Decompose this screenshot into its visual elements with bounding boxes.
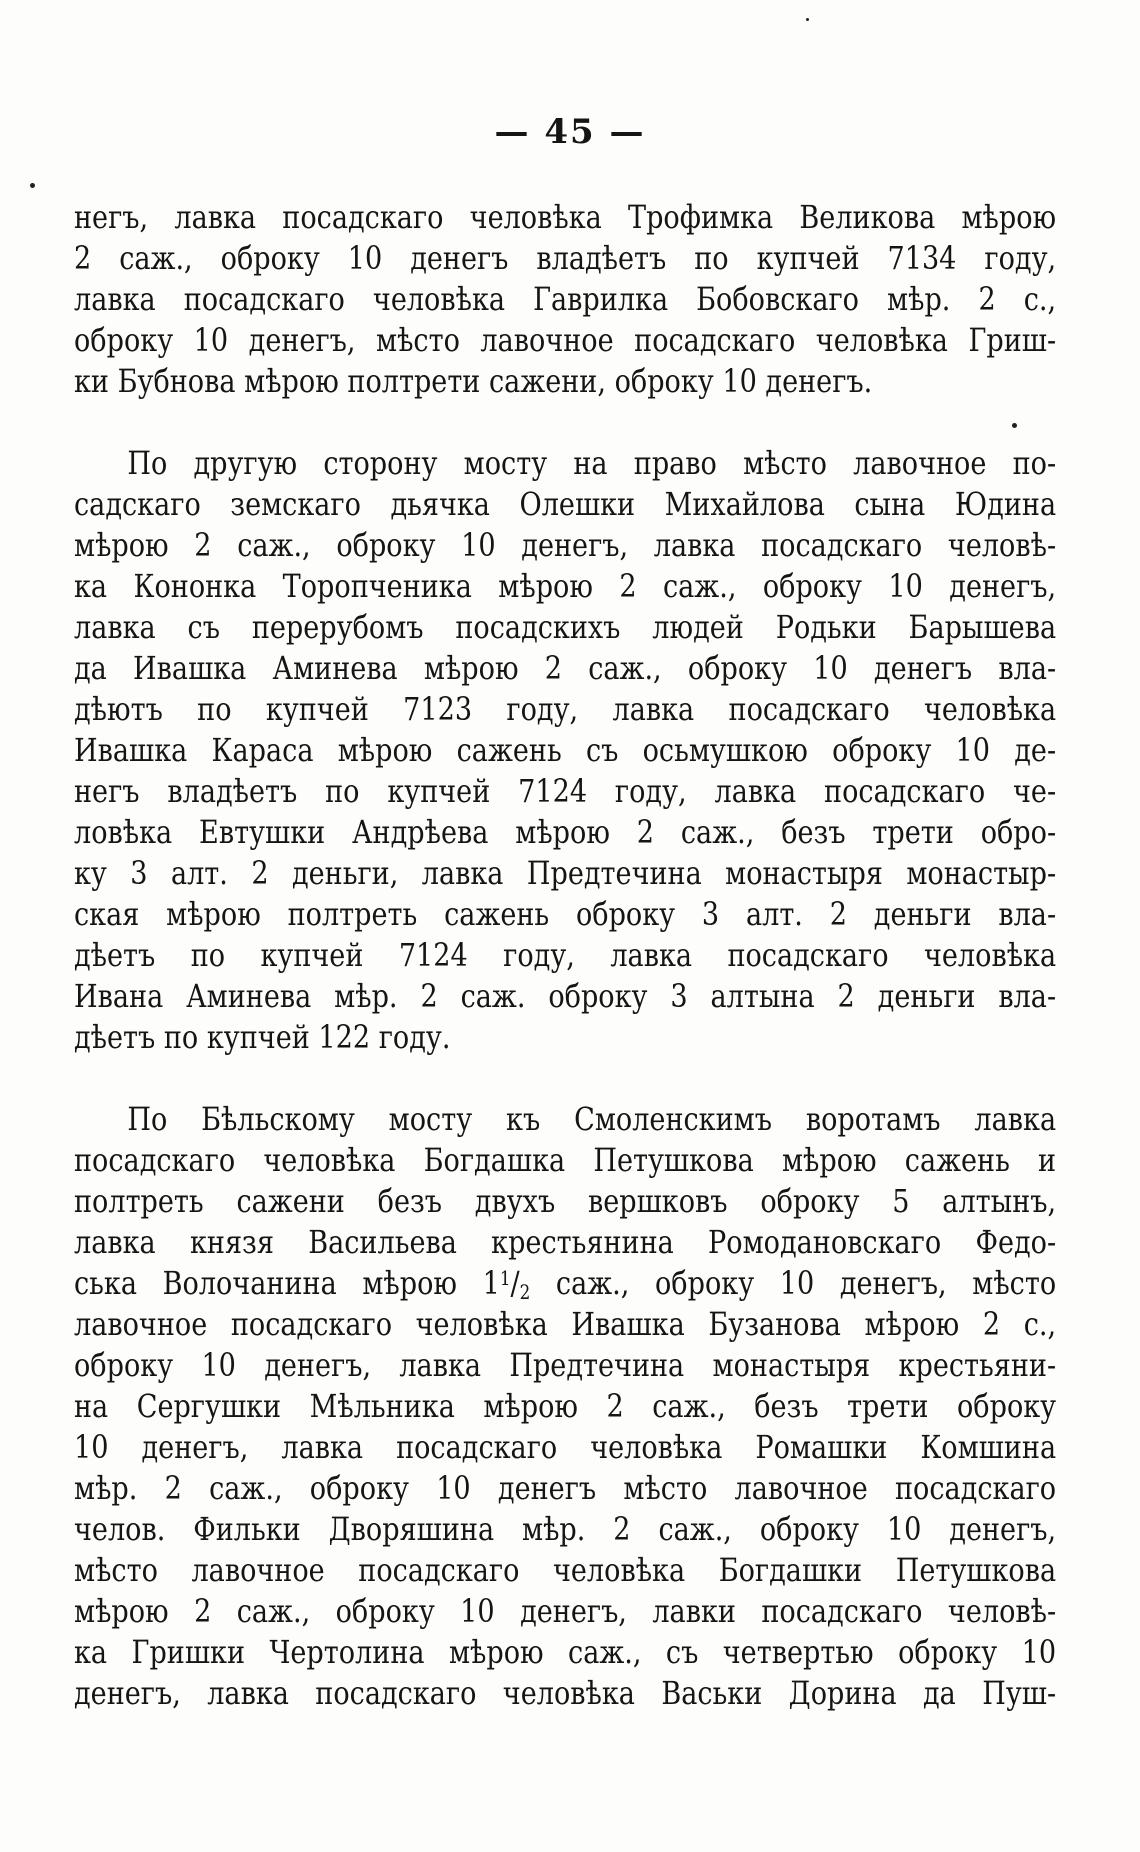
text-line: челов. Фильки Дворяшина мѣр. 2 саж., оброку 10 денегъ,: [74, 1512, 1057, 1548]
text-line: дѣетъ по купчей 122 году.: [74, 1020, 451, 1056]
scan-speck: [30, 183, 35, 188]
text-line: лавка съ перерубомъ посадскихъ людей Родьки Барышева: [74, 610, 1057, 646]
text-line: денегъ, лавка посадскаго человѣка Васьки Дорина да Пуш-: [74, 1676, 1057, 1712]
text-line: садскаго земскаго дьячка Олешки Михайлова сына Юдина: [74, 487, 1057, 523]
text-segment: ська Волочанина мѣрою: [74, 1266, 457, 1302]
text-line: дѣетъ по купчей 7124 году, лавка посадскаго человѣка: [74, 938, 1057, 974]
text-line: посадскаго человѣка Богдашка Петушкова мѣрою сажень и: [74, 1143, 1057, 1179]
text-line-with-fraction: ська Волочанина мѣрою $1^1/_2$ саж., оброку 10 денегъ, мѣсто: [74, 1266, 1057, 1304]
text-line: Ивана Аминева мѣр. 2 саж. оброку 3 алтына 2 деньги вла-: [74, 979, 1057, 1015]
text-line: лавка князя Васильева крестьянина Ромодановскаго Федо-: [74, 1225, 1057, 1261]
text-line: 10 денегъ, лавка посадскаго человѣка Ромашки Комшина: [74, 1430, 1057, 1466]
text-line: оброку 10 денегъ, мѣсто лавочное посадскаго человѣка Гриш-: [74, 323, 1057, 359]
whole-number: 1: [482, 1266, 500, 1302]
text-line: мѣрою 2 саж., оброку 10 денегъ, лавка посадскаго человѣ-: [74, 528, 1057, 564]
fraction-numerator: 1: [499, 1267, 511, 1291]
fraction-denominator: 2: [519, 1280, 531, 1304]
text-line: мѣрою 2 саж., оброку 10 денегъ, лавки посадскаго человѣ-: [74, 1594, 1057, 1630]
text-line: По другую сторону мосту на право мѣсто лавочное по-: [127, 446, 1057, 482]
text-line: полтреть сажени безъ двухъ вершковъ оброку 5 алтынъ,: [74, 1184, 1057, 1220]
text-line: на Сергушки Мѣльника мѣрою 2 саж., безъ трети оброку: [74, 1389, 1057, 1425]
body-text: [74, 198, 1056, 1715]
text-line: ская мѣрою полтреть сажень оброку 3 алт. 2 деньги вла-: [74, 897, 1057, 933]
text-line: Ивашка Караса мѣрою сажень съ осьмушкою оброку 10 де-: [74, 733, 1057, 769]
text-line: ка Гришки Чертолина мѣрою саж., съ четвертью оброку 10: [74, 1635, 1057, 1671]
text-line: негъ владѣетъ по купчей 7124 году, лавка посадскаго че-: [74, 774, 1057, 810]
text-line: По Бѣльскому мосту къ Смоленскимъ воротамъ лавка: [127, 1102, 1057, 1138]
text-line: ка Кононка Торопченика мѣрою 2 саж., оброку 10 денегъ,: [74, 569, 1057, 605]
text-line: дѣютъ по купчей 7123 году, лавка посадскаго человѣка: [74, 692, 1057, 728]
text-line: мѣсто лавочное посадскаго человѣка Богдашки Петушкова: [74, 1553, 1057, 1589]
page-number: — 45 —: [494, 112, 646, 152]
paragraph-gap: [74, 403, 1056, 444]
paragraph-gap: [74, 1059, 1056, 1100]
scan-speck: [806, 18, 809, 21]
text-line: лавочное посадскаго человѣка Ивашка Бузанова мѣрою 2 с.,: [74, 1307, 1057, 1343]
text-line: лавка посадскаго человѣка Гаврилка Бобовскаго мѣр. 2 с.,: [74, 282, 1057, 318]
text-line: мѣр. 2 саж., оброку 10 денегъ мѣсто лавочное посадскаго: [74, 1471, 1057, 1507]
text-line: негъ, лавка посадскаго человѣка Трофимка Великова мѣрою: [74, 200, 1057, 236]
text-line: ку 3 алт. 2 деньги, лавка Предтечина монастыря монастыр-: [74, 856, 1057, 892]
text-line: ловѣка Евтушки Андрѣева мѣрою 2 саж., безъ трети обро-: [74, 815, 1057, 851]
text-segment: саж., оброку 10 денегъ, мѣсто: [555, 1266, 1057, 1302]
text-line: оброку 10 денегъ, лавка Предтечина монастыря крестьяни-: [74, 1348, 1057, 1384]
text-line: 2 саж., оброку 10 денегъ владѣетъ по купчей 7134 году,: [74, 241, 1057, 277]
scan-speck: [1012, 423, 1017, 428]
text-line: ки Бубнова мѣрою полтрети сажени, оброку 10 денегъ.: [74, 364, 873, 400]
text-line: да Ивашка Аминева мѣрою 2 саж., оброку 10 денегъ вла-: [74, 651, 1057, 687]
